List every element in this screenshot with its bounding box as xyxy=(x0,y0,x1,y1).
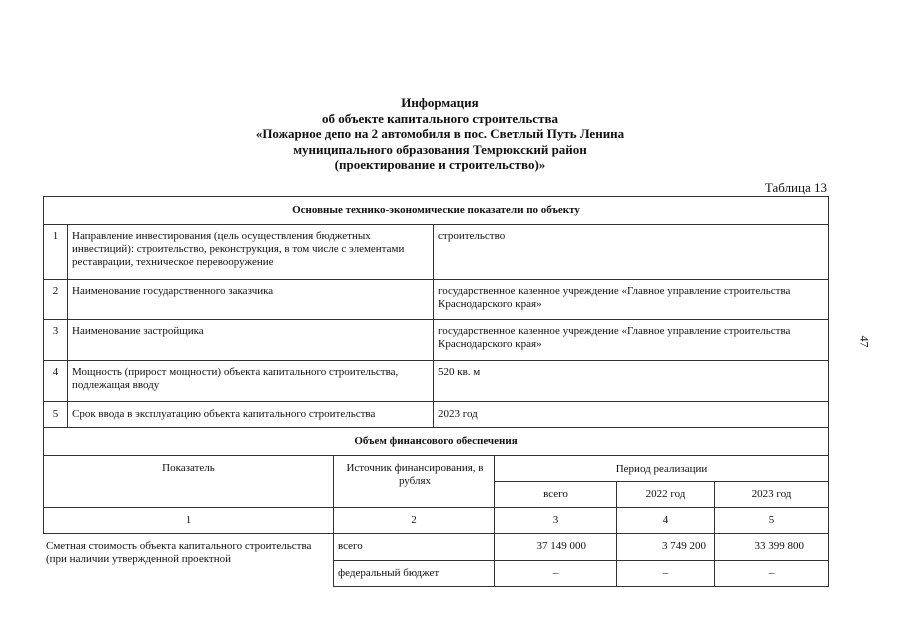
row-2022-value: 3 749 200 xyxy=(662,540,706,552)
federal-2022: – xyxy=(662,567,669,579)
page-number: 47 xyxy=(857,335,872,348)
row5-value: 2023 год xyxy=(438,408,478,420)
row1-value: строительство xyxy=(438,230,506,242)
document-heading xyxy=(130,95,750,173)
row3-num: 3 xyxy=(52,325,59,337)
estimate-row-label: Сметная стоимость объекта капитального строительства (при наличии утвержденной проектной xyxy=(46,540,312,565)
row5-label: Срок ввода в эксплуатацию объекта капитального строительства xyxy=(72,408,376,420)
section1-title: Основные технико-экономические показатели по объекту xyxy=(292,204,580,216)
header-indicator: Показатель xyxy=(162,462,215,474)
table-label: Таблица 13 xyxy=(764,180,827,195)
row2-label: Наименование государственного заказчика xyxy=(72,285,274,297)
row4-num: 4 xyxy=(52,366,59,378)
row-source-federal: федеральный бюджет xyxy=(338,567,440,579)
federal-2023: – xyxy=(768,567,775,579)
row1-label: Направление инвестирования (цель осуществления бюджетных инвестиций): строительство, реконструкция, в том числе с элементами реставрации, техническое перевооружение xyxy=(72,230,405,268)
heading-line-2: об объекте капитального строительства xyxy=(322,110,558,126)
heading-line-1: Информация xyxy=(401,95,479,110)
header-2023: 2023 год xyxy=(751,488,792,500)
row1-num: 1 xyxy=(52,230,59,242)
section2-title: Объем финансового обеспечения xyxy=(354,435,518,447)
heading-line-3: «Пожарное депо на 2 автомобиля в пос. Светлый Путь Ленина xyxy=(255,126,625,141)
col-num-3: 3 xyxy=(552,514,559,526)
row4-label: Мощность (прирост мощности) объекта капитального строительства, подлежащая вводу xyxy=(72,366,399,391)
row4-value: 520 кв. м xyxy=(438,366,481,378)
heading-line-4: муниципального образования Темрюкский район xyxy=(293,141,587,157)
heading-line-5: (проектирование и строительство)» xyxy=(334,157,546,172)
header-total: всего xyxy=(543,488,568,500)
row2-num: 2 xyxy=(52,285,59,297)
row-source-total: всего xyxy=(338,540,363,552)
row3-label: Наименование застройщика xyxy=(72,325,204,337)
col-num-2: 2 xyxy=(411,514,417,526)
col-num-4: 4 xyxy=(662,514,669,526)
header-2022: 2022 год xyxy=(645,488,686,500)
row3-value: государственное казенное учреждение «Главное управление строительства Краснодарского края» xyxy=(438,325,791,350)
row2-value: государственное казенное учреждение «Главное управление строительства Краснодарского края» xyxy=(438,285,791,310)
row5-num: 5 xyxy=(52,408,59,420)
col-num-1: 1 xyxy=(185,514,192,526)
header-period: Период реализации xyxy=(615,463,708,475)
col-num-5: 5 xyxy=(768,514,775,526)
row-total-value: 37 149 000 xyxy=(536,540,586,552)
header-source: Источник финансирования, в рублях xyxy=(346,462,484,487)
row-2023-value: 33 399 800 xyxy=(754,540,804,552)
federal-total: – xyxy=(552,567,559,579)
